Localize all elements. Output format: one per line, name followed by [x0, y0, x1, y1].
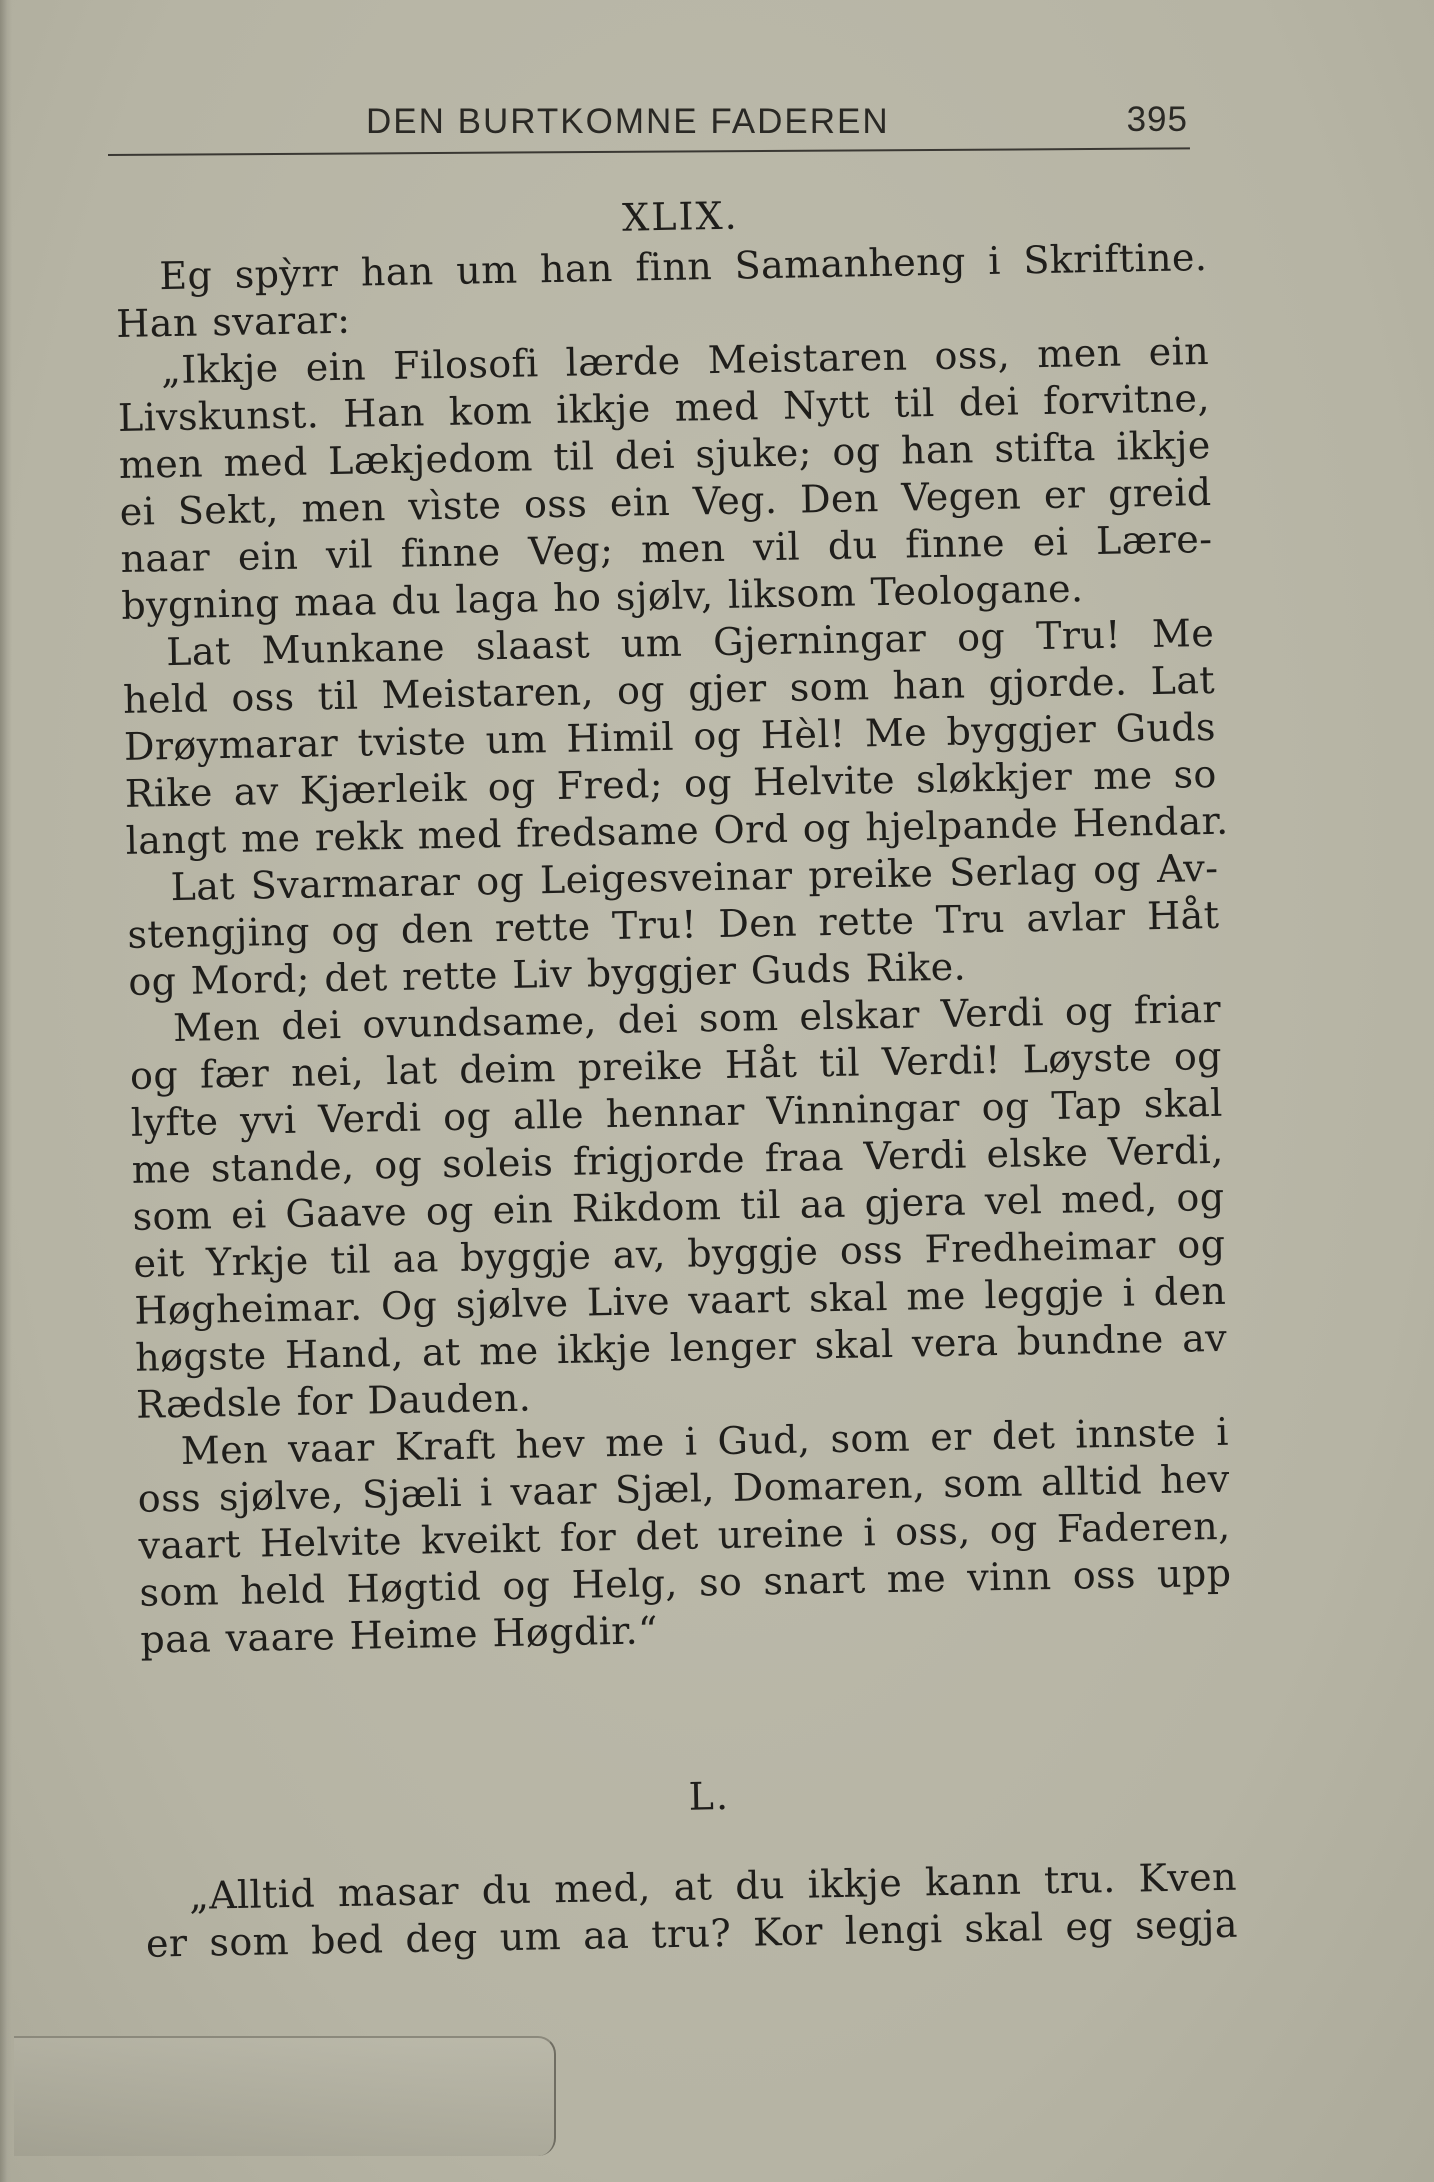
text-line: som ei Gaave og ein Rikdom til aa gjera vel med, og [132, 1174, 1225, 1239]
text-line: naar ein vil finne Veg; men vil du finne ei Lære- [120, 516, 1213, 581]
text-line: Høgheimar. Og sjølve Live vaart skal me leggje i den [133, 1268, 1227, 1333]
text-line: Eg spỳrr han um han finn Samanheng i Skriftine. [159, 234, 1208, 299]
text-line: vaart Helvite kveikt for det ureine i oss, og Faderen, [138, 1503, 1231, 1568]
text-line: langt me rekk med fredsame Ord og hjelpande Hendar. [125, 798, 1229, 863]
page-number: 395 [1126, 100, 1188, 139]
text-line: oss sjølve, Sjæli i vaar Sjæl, Domaren, som alltid hev [137, 1456, 1231, 1521]
body-text [114, 180, 1238, 1968]
text-line: Rike av Kjærleik og Fred; og Helvite sløkkjer me so [124, 751, 1218, 816]
text-line: lyfte yvi Verdi og alle hennar Vinningar og Tap skal [130, 1080, 1224, 1145]
text-line: og Mord; det rette Liv byggjer Guds Rike. [127, 944, 967, 1004]
text-line: Lat Svarmarar og Leigesveinar preike Serlag og Av- [170, 845, 1219, 910]
text-line: ei Sekt, men vìste oss ein Veg. Den Vegen er greid [119, 469, 1212, 534]
text-line: som held Høgtid og Helg, so snart me vinn oss upp [139, 1550, 1232, 1615]
text-line: Rædsle for Dauden. [135, 1375, 532, 1427]
paper-slip-edge [14, 2036, 556, 2156]
page-header [108, 96, 1190, 156]
header-rule [108, 147, 1190, 156]
text-line: paa vaare Heime Høgdir.“ [139, 1608, 659, 1662]
page-spine-edge [0, 0, 12, 2182]
text-line: høgste Hand, at me ikkje lenger skal vera bundne av [134, 1315, 1228, 1380]
text-line: held oss til Meistaren, og gjer som han gjorde. Lat [122, 657, 1216, 722]
text-line: me stande, og soleis frigjorde fraa Verdi elske Verdi, [131, 1127, 1224, 1192]
chapter-heading-xlix: XLIX. [621, 193, 740, 240]
text-line: Men dei ovundsame, dei som elskar Verdi og friar [172, 986, 1222, 1051]
section-gap [141, 1644, 1235, 1780]
text-line: Lat Munkane slaast um Gjerningar og Tru! Me [165, 610, 1215, 675]
text-line: stengjing og den rette Tru! Den rette Tru avlar Håt [127, 892, 1220, 957]
text-line: „Ikkje ein Filosofi lærde Meistaren oss, men ein [160, 328, 1210, 393]
text-line: „Alltid masar du med, at du ikkje kann tru. Kven [188, 1854, 1238, 1918]
text-line: Livskunst. Han kom ikkje med Nytt til dei forvitne, [117, 375, 1211, 440]
text-line: eit Yrkje til aa byggje av, byggje oss Fredheimar og [133, 1221, 1226, 1286]
running-title: DEN BURTKOMNE FADEREN [366, 102, 890, 141]
text-line: Drøymarar tviste um Himil og Hèl! Me byggjer Guds [123, 704, 1217, 769]
text-line: og fær nei, lat deim preike Håt til Verdi! Løyste og [129, 1033, 1223, 1098]
text-line: Han svarar: [115, 297, 351, 346]
text-line: bygning maa du laga ho sjølv, liksom Teologane. [121, 566, 1084, 628]
text-line: Men vaar Kraft hev me i Gud, som er det innste i [180, 1409, 1230, 1473]
text-line: men med Lækjedom til dei sjuke; og han stifta ikkje [118, 422, 1212, 487]
text-line: er som bed deg um aa tru? Kor lengi skal eg segja [145, 1901, 1239, 1966]
chapter-heading-l: L. [688, 1773, 731, 1819]
